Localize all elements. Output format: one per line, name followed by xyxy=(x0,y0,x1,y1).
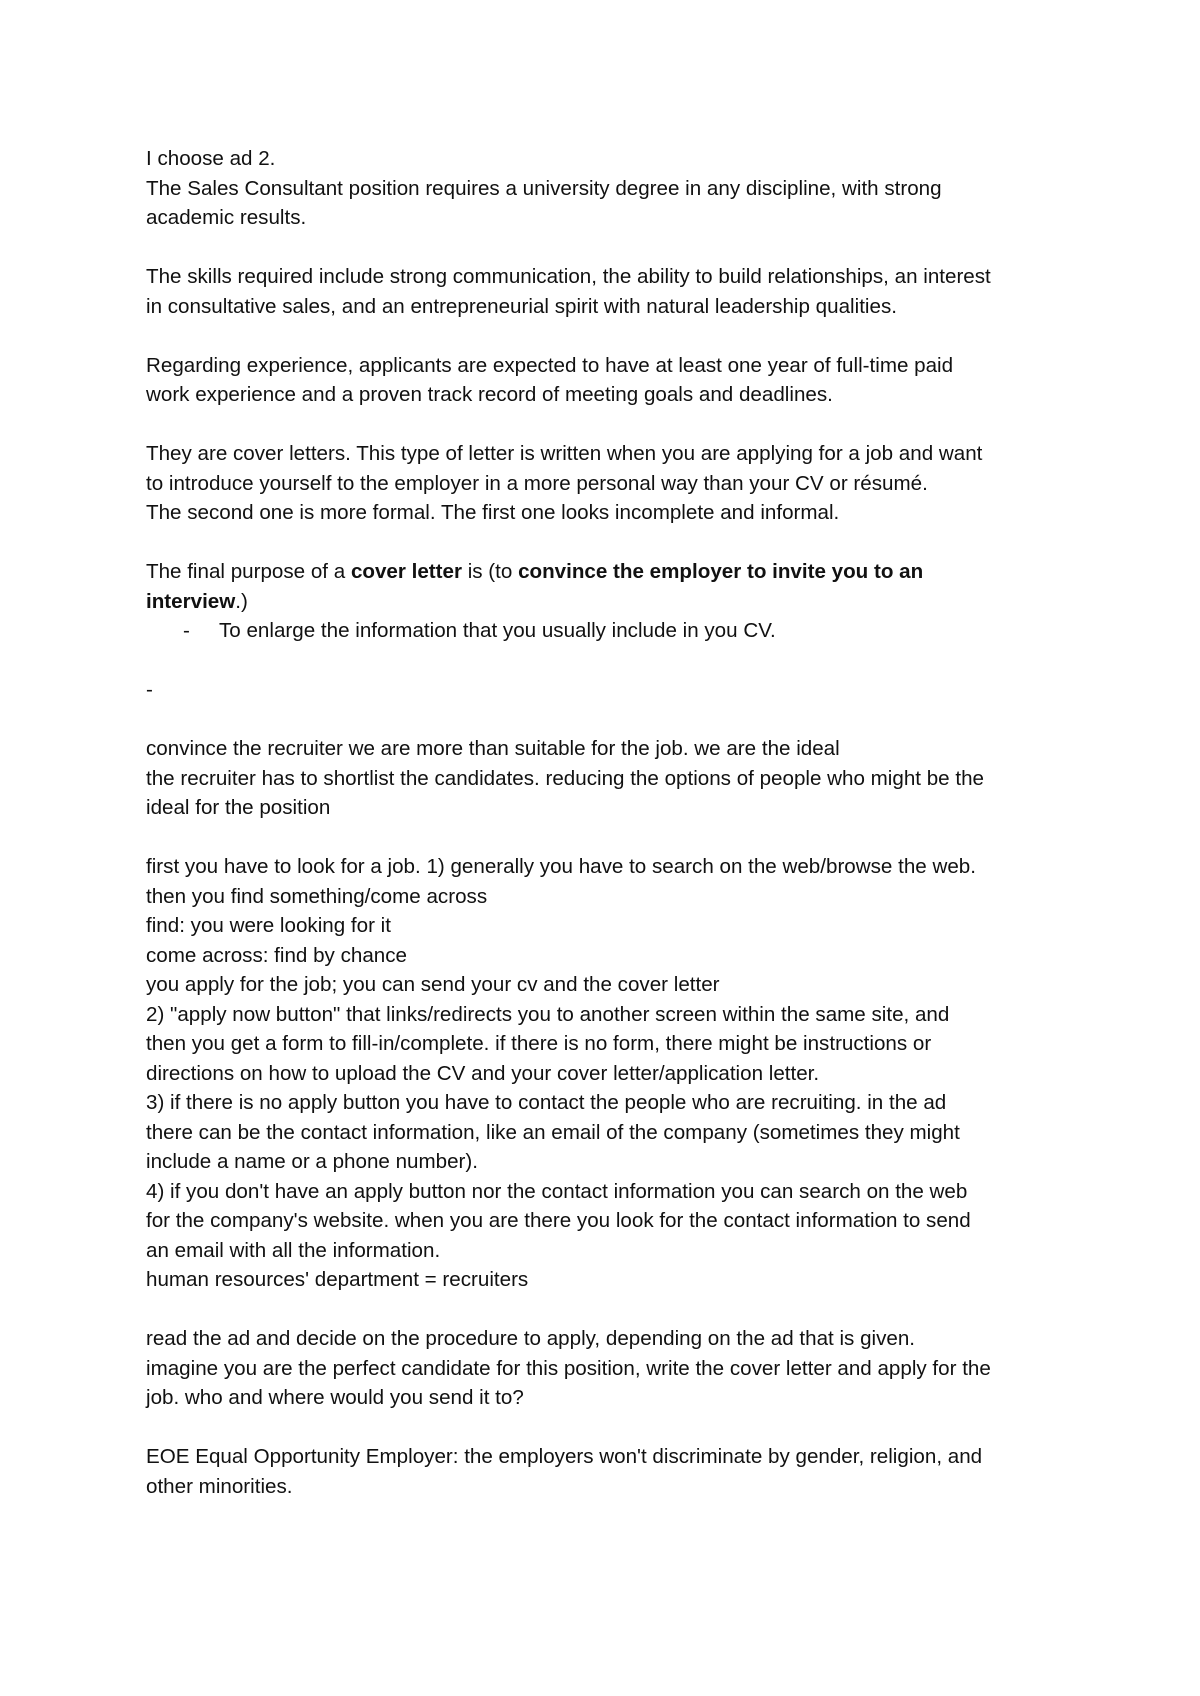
text-line: ideal for the position xyxy=(146,796,331,819)
text-line: academic results. xyxy=(146,206,307,229)
paragraph-gap xyxy=(146,646,1076,676)
paragraph-gap xyxy=(146,321,1076,351)
bullet-text: To enlarge the information that you usually include in you CV. xyxy=(219,619,776,642)
paragraph-gap xyxy=(146,705,1076,735)
text-run: The final purpose of a xyxy=(146,560,351,583)
text-line: read the ad and decide on the procedure to apply, depending on the ad that is given. xyxy=(146,1327,916,1350)
text-line: 4) if you don't have an apply button nor the contact information you can search on the web xyxy=(146,1179,968,1203)
text-line: there can be the contact information, like an email of the company (sometimes they might xyxy=(146,1120,960,1144)
text-line: Regarding experience, applicants are expected to have at least one year of full-time paid xyxy=(146,353,954,377)
paragraph-gap xyxy=(146,823,1076,853)
text-line: They are cover letters. This type of letter is written when you are applying for a job and want xyxy=(146,442,983,465)
paragraph-task xyxy=(146,1324,1076,1413)
paragraph-gap xyxy=(146,410,1076,440)
text-line: an email with all the information. xyxy=(146,1238,441,1262)
paragraph-gap xyxy=(146,528,1076,558)
document-body xyxy=(146,144,1076,1501)
text-line: first you have to look for a job. 1) generally you have to search on the web/browse the web. xyxy=(146,855,976,878)
text-line: directions on how to upload the CV and your cover letter/application letter. xyxy=(146,1061,820,1085)
text-line: The Sales Consultant position requires a university degree in any discipline, with strong xyxy=(146,176,942,200)
paragraph-skills xyxy=(146,262,1076,321)
text-line: imagine you are the perfect candidate for this position, write the cover letter and apply for the xyxy=(146,1356,991,1380)
text-run: .) xyxy=(235,589,248,613)
text-line: to introduce yourself to the employer in a more personal way than your CV or résumé. xyxy=(146,471,928,495)
bold-text-run: interview xyxy=(146,589,236,613)
text-line: other minorities. xyxy=(146,1474,293,1498)
text-line: 3) if there is no apply button you have to contact the people who are recruiting. in the ad xyxy=(146,1091,947,1114)
text-line: then you get a form to fill-in/complete. if there is no form, there might be instructions or xyxy=(146,1032,932,1055)
paragraph-cover-letters xyxy=(146,439,1076,528)
text-line: The second one is more formal. The first one looks incomplete and informal. xyxy=(146,501,840,524)
text-line: the recruiter has to shortlist the candidates. reducing the options of people who might be the xyxy=(146,766,984,790)
text-line xyxy=(146,557,1076,587)
text-line: I choose ad 2. xyxy=(146,147,276,170)
paragraph-gap xyxy=(146,1295,1076,1325)
text-line: work experience and a proven track record of meeting goals and deadlines. xyxy=(146,383,833,406)
text-line: human resources' department = recruiters xyxy=(146,1268,529,1291)
paragraph-recruiter xyxy=(146,734,1076,823)
text-line: The skills required include strong communication, the ability to build relationships, an interest xyxy=(146,265,991,288)
paragraph-ad-choice xyxy=(146,144,1076,233)
paragraph-eoe xyxy=(146,1442,1076,1501)
lone-dash: - xyxy=(146,678,153,701)
paragraph-experience xyxy=(146,351,1076,410)
text-line: find: you were looking for it xyxy=(146,914,391,937)
text-line: for the company's website. when you are there you look for the contact information to send xyxy=(146,1209,971,1232)
text-line: in consultative sales, and an entrepreneurial spirit with natural leadership qualities. xyxy=(146,294,897,318)
text-line: you apply for the job; you can send your cv and the cover letter xyxy=(146,973,720,996)
paragraph-final-purpose xyxy=(146,557,1076,705)
text-line: EOE Equal Opportunity Employer: the employers won't discriminate by gender, religion, and xyxy=(146,1445,983,1468)
paragraph-application-steps xyxy=(146,852,1076,1295)
text-line: then you find something/come across xyxy=(146,884,488,908)
text-line: include a name or a phone number). xyxy=(146,1150,478,1173)
text-line: job. who and where would you send it to? xyxy=(146,1386,524,1409)
bullet-item xyxy=(146,616,1076,646)
bold-text-run: cover letter xyxy=(350,560,462,583)
paragraph-gap xyxy=(146,1413,1076,1443)
bold-text-run: convince the employer to invite you to an xyxy=(518,560,924,583)
paragraph-gap xyxy=(146,233,1076,263)
bullet-dash: - xyxy=(183,619,190,642)
text-line xyxy=(146,587,1076,617)
text-line: 2) "apply now button" that links/redirects you to another screen within the same site, and xyxy=(146,1002,950,1026)
text-run: is (to xyxy=(461,560,519,583)
text-line: come across: find by chance xyxy=(146,943,407,967)
text-line: convince the recruiter we are more than suitable for the job. we are the ideal xyxy=(146,737,840,760)
